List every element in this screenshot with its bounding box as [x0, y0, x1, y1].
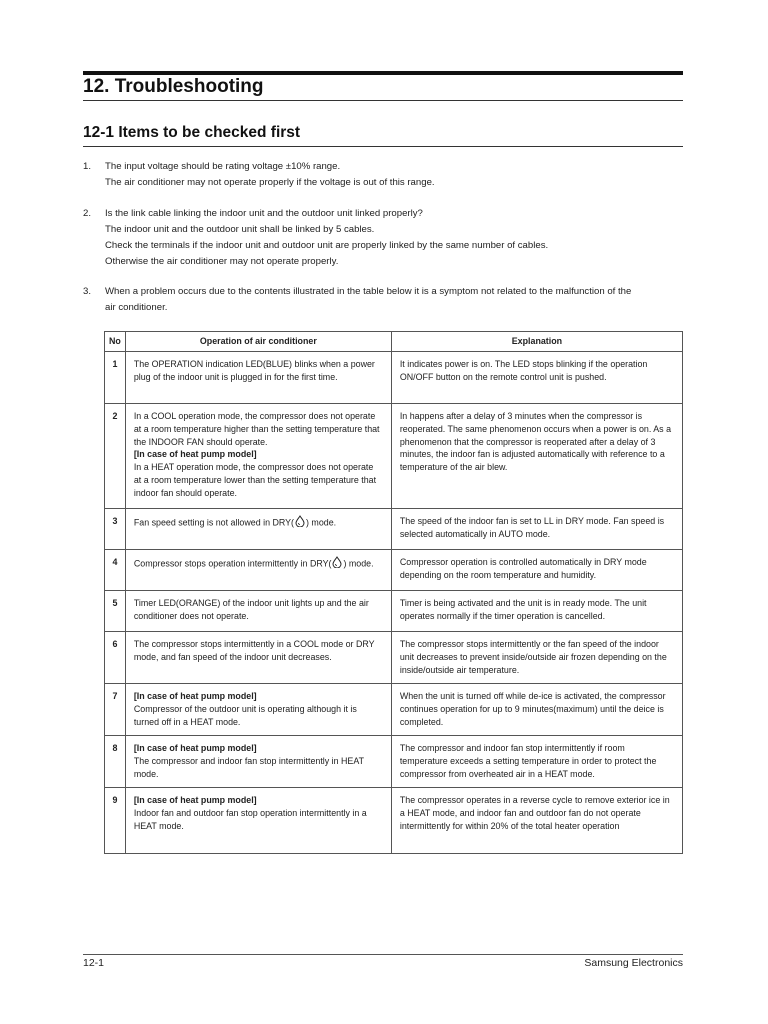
- header-operation: Operation of air conditioner: [125, 332, 391, 352]
- operation-cell: [125, 788, 391, 854]
- table-row: [105, 404, 683, 509]
- item-text: The indoor unit and the outdoor unit shall be linked by 5 cables.: [105, 224, 375, 235]
- table-row: [105, 684, 683, 736]
- operation-text: The compressor stops intermittently in a COOL mode or DRY mode, and fan speed of the indoor unit decreases.: [133, 639, 375, 662]
- title-rule: [83, 100, 683, 101]
- row-number: 7: [105, 684, 126, 736]
- top-rule: [83, 71, 683, 75]
- explanation-cell: The speed of the indoor fan is set to LL in DRY mode. Fan speed is selected automatically in AUTO mode.: [391, 509, 682, 550]
- operation-text: Fan speed setting is not allowed in DRY(: [133, 517, 295, 528]
- company-name: Samsung Electronics: [584, 957, 683, 969]
- table-row: [105, 632, 683, 684]
- table-row: [105, 550, 683, 591]
- row-number: 3: [105, 509, 126, 550]
- item-text: Is the link cable linking the indoor unit and the outdoor unit linked properly?: [105, 208, 423, 219]
- item-number: 2.: [83, 208, 92, 219]
- operation-cell: [125, 684, 391, 736]
- operation-text: The OPERATION indication LED(BLUE) blinks when a power plug of the indoor unit is plugged in for the first time.: [133, 359, 375, 382]
- dry-mode-icon: [331, 556, 343, 572]
- item-number: 3.: [83, 286, 92, 297]
- explanation-cell: The compressor operates in a reverse cycle to remove exterior ice in a HEAT mode, and indoor fan and outdoor fan do not operate intermittently for within 20% of the total heater operation: [391, 788, 682, 854]
- page-number: 12-1: [83, 957, 105, 969]
- row-number: 8: [105, 736, 126, 788]
- operation-text: In a COOL operation mode, the compressor does not operate at a room temperature higher than the setting temperature that the INDOOR FAN should operate.: [133, 411, 380, 447]
- header-no: No: [105, 332, 126, 352]
- explanation-cell: Compressor operation is controlled automatically in DRY mode depending on the room temperature and humidity.: [391, 550, 682, 591]
- item-text: The input voltage should be rating voltage ±10% range.: [105, 161, 341, 172]
- operation-text: Indoor fan and outdoor fan stop operation intermittently in a HEAT mode.: [133, 807, 367, 831]
- operation-text: In a HEAT operation mode, the compressor does not operate at a room temperature lower than the setting temperature that indoor fan should operate.: [133, 462, 377, 498]
- row-number: 5: [105, 591, 126, 632]
- item-text: air conditioner.: [105, 302, 168, 313]
- row-number: 6: [105, 632, 126, 684]
- item-text: When a problem occurs due to the contents illustrated in the table below it is a symptom not related to the malfunction of the: [105, 286, 632, 297]
- operation-cell: [125, 632, 391, 684]
- explanation-cell: When the unit is turned off while de-ice is activated, the compressor continues operation for up to 9 minutes(maximum) until the deice is completed.: [391, 684, 682, 736]
- operation-text: Compressor of the outdoor unit is operating although it is turned off in a HEAT mode.: [133, 703, 357, 727]
- row-number: 4: [105, 550, 126, 591]
- operation-cell: [125, 550, 391, 591]
- section-rule: [83, 146, 683, 147]
- table-row: [105, 591, 683, 632]
- page-title: 12. Troubleshooting: [83, 76, 264, 97]
- heat-pump-label: [In case of heat pump model]: [133, 449, 257, 460]
- dry-mode-icon: [294, 515, 306, 531]
- item-number: 1.: [83, 161, 92, 172]
- operation-cell: [125, 509, 391, 550]
- operation-text: Compressor stops operation intermittently in DRY(: [133, 558, 332, 569]
- item-text: Check the terminals if the indoor unit and outdoor unit are properly linked by the same number of cables.: [105, 240, 549, 251]
- operation-text: ) mode.: [343, 558, 374, 569]
- explanation-cell: The compressor stops intermittently or the fan speed of the indoor unit decreases to prevent inside/outside air frozen depending on the inside/outside air temperature.: [391, 632, 682, 684]
- operation-cell: [125, 591, 391, 632]
- table-row: [105, 736, 683, 788]
- operation-text: The compressor and indoor fan stop intermittently in HEAT mode.: [133, 755, 364, 779]
- table-row: [105, 352, 683, 404]
- operation-text: ) mode.: [306, 517, 337, 528]
- operation-cell: [125, 404, 391, 509]
- operation-text: Timer LED(ORANGE) of the indoor unit lights up and the air conditioner does not operate.: [133, 598, 369, 621]
- explanation-cell: The compressor and indoor fan stop intermittently if room temperature exceeds a setting temperature in order to protect the compressor from overheated air in a HEAT mode.: [391, 736, 682, 788]
- footer-rule: [83, 954, 683, 955]
- explanation-cell: Timer is being activated and the unit is in ready mode. The unit operates normally if the timer operation is cancelled.: [391, 591, 682, 632]
- symptom-table: [104, 331, 683, 854]
- explanation-cell: It indicates power is on. The LED stops blinking if the operation ON/OFF button on the remote control unit is pushed.: [391, 352, 682, 404]
- table-header-row: [105, 332, 683, 352]
- section-title: 12-1 Items to be checked first: [83, 124, 301, 141]
- heat-pump-label: [In case of heat pump model]: [133, 743, 257, 753]
- table-row: [105, 509, 683, 550]
- table-row: [105, 788, 683, 854]
- row-number: 2: [105, 404, 126, 509]
- row-number: 9: [105, 788, 126, 854]
- item-text: The air conditioner may not operate properly if the voltage is out of this range.: [105, 177, 435, 188]
- heat-pump-label: [In case of heat pump model]: [133, 691, 257, 701]
- heat-pump-label: [In case of heat pump model]: [133, 795, 257, 805]
- header-explanation: Explanation: [391, 332, 682, 352]
- operation-cell: [125, 352, 391, 404]
- row-number: 1: [105, 352, 126, 404]
- item-text: Otherwise the air conditioner may not operate properly.: [105, 256, 339, 267]
- explanation-cell: In happens after a delay of 3 minutes when the compressor is reoperated. The same phenomenon occurs when a power is on. As a phenomenon that the compressor is reoperated after a delay of 3 minutes, the indoor fan is adjusted automatically with reference to a temperature of the air blew.: [391, 404, 682, 509]
- operation-cell: [125, 736, 391, 788]
